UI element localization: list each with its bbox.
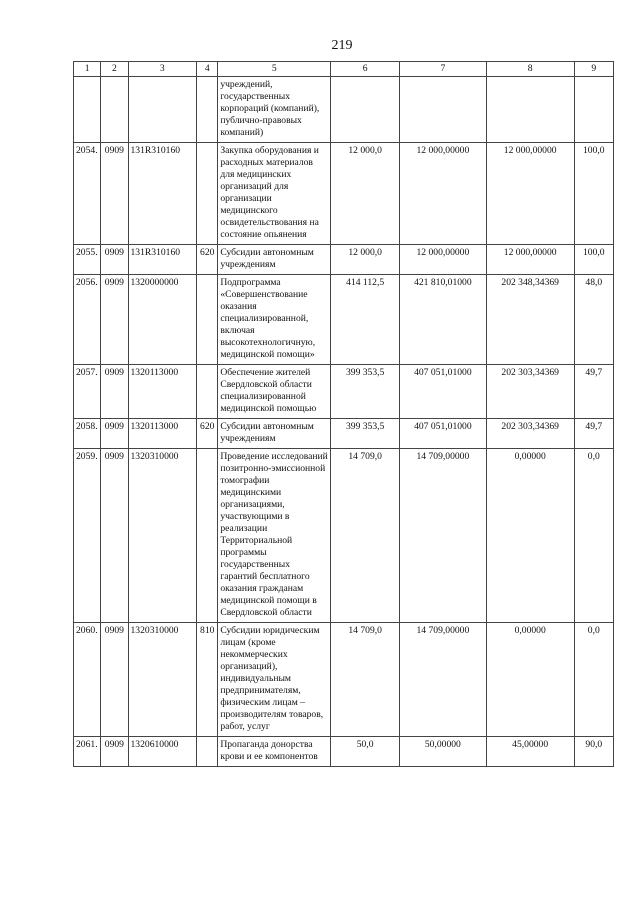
target-code: 131R310160 [128, 245, 197, 275]
table-row [74, 419, 614, 449]
table-row [74, 275, 614, 365]
table-row [74, 737, 614, 767]
column-number-header-row [74, 62, 614, 77]
value-col6: 12 000,0 [331, 143, 400, 245]
expense-type-code [197, 77, 218, 143]
column-header: 2 [101, 62, 128, 77]
table-row [74, 143, 614, 245]
percent-col9 [574, 77, 613, 143]
item-name: Субсидии юридическим лицам (кроме некоммерческих организаций), индивидуальным предпринимателям, физическим лицам – производителям товаров, работ, услуг [218, 623, 331, 737]
item-name: Закупка оборудования и расходных материалов для медицинских организаций для организации медицинского освидетельствования на состояние опьянения [218, 143, 331, 245]
target-code: 1320000000 [128, 275, 197, 365]
expense-type-code [197, 449, 218, 623]
target-code: 1320310000 [128, 449, 197, 623]
value-col6: 399 353,5 [331, 419, 400, 449]
column-header: 8 [486, 62, 574, 77]
section-code: 0909 [101, 623, 128, 737]
column-header: 7 [399, 62, 486, 77]
row-number: 2059. [74, 449, 101, 623]
value-col8: 0,00000 [486, 449, 574, 623]
value-col8 [486, 77, 574, 143]
value-col6: 14 709,0 [331, 449, 400, 623]
section-code: 0909 [101, 143, 128, 245]
row-number: 2054. [74, 143, 101, 245]
value-col6: 414 112,5 [331, 275, 400, 365]
section-code: 0909 [101, 449, 128, 623]
percent-col9: 100,0 [574, 143, 613, 245]
item-name: Субсидии автономным учреждениям [218, 245, 331, 275]
value-col6: 50,0 [331, 737, 400, 767]
value-col8: 202 348,34369 [486, 275, 574, 365]
value-col7 [399, 77, 486, 143]
value-col8: 12 000,00000 [486, 143, 574, 245]
row-number: 2055. [74, 245, 101, 275]
value-col6: 14 709,0 [331, 623, 400, 737]
section-code: 0909 [101, 275, 128, 365]
item-name: Подпрограмма «Совершенствование оказания специализированной, включая высокотехнологичную, медицинской помощи» [218, 275, 331, 365]
percent-col9: 49,7 [574, 365, 613, 419]
value-col8: 202 303,34369 [486, 419, 574, 449]
page-number: 219 [331, 38, 353, 53]
column-header: 4 [197, 62, 218, 77]
value-col6: 399 353,5 [331, 365, 400, 419]
table-row [74, 623, 614, 737]
value-col7: 12 000,00000 [399, 143, 486, 245]
value-col7: 421 810,01000 [399, 275, 486, 365]
column-header: 9 [574, 62, 613, 77]
value-col8: 0,00000 [486, 623, 574, 737]
value-col8: 202 303,34369 [486, 365, 574, 419]
item-name: Субсидии автономным учреждениям [218, 419, 331, 449]
target-code: 1320113000 [128, 419, 197, 449]
expense-type-code: 620 [197, 245, 218, 275]
percent-col9: 0,0 [574, 623, 613, 737]
table-row [74, 245, 614, 275]
row-number: 2061. [74, 737, 101, 767]
column-header: 5 [218, 62, 331, 77]
percent-col9: 90,0 [574, 737, 613, 767]
item-name: Пропаганда донорства крови и ее компонентов [218, 737, 331, 767]
value-col8: 45,00000 [486, 737, 574, 767]
percent-col9: 100,0 [574, 245, 613, 275]
value-col7: 407 051,01000 [399, 365, 486, 419]
value-col7: 14 709,00000 [399, 449, 486, 623]
table-row [74, 449, 614, 623]
table-row [74, 365, 614, 419]
value-col6 [331, 77, 400, 143]
target-code: 1320113000 [128, 365, 197, 419]
target-code: 1320310000 [128, 623, 197, 737]
section-code: 0909 [101, 245, 128, 275]
percent-col9: 0,0 [574, 449, 613, 623]
section-code: 0909 [101, 737, 128, 767]
section-code: 0909 [101, 365, 128, 419]
target-code: 131R310160 [128, 143, 197, 245]
item-name: учреждений, государственных корпораций (компаний), публично-правовых компаний) [218, 77, 331, 143]
column-header: 3 [128, 62, 197, 77]
expense-type-code [197, 275, 218, 365]
column-header: 1 [74, 62, 101, 77]
value-col8: 12 000,00000 [486, 245, 574, 275]
expense-type-code: 810 [197, 623, 218, 737]
expense-type-code [197, 143, 218, 245]
value-col6: 12 000,0 [331, 245, 400, 275]
target-code: 1320610000 [128, 737, 197, 767]
section-code [101, 77, 128, 143]
column-header: 6 [331, 62, 400, 77]
budget-table [73, 61, 614, 767]
row-number: 2058. [74, 419, 101, 449]
item-name: Обеспечение жителей Свердловской области специализированной медицинской помощью [218, 365, 331, 419]
percent-col9: 49,7 [574, 419, 613, 449]
row-number [74, 77, 101, 143]
row-number: 2060. [74, 623, 101, 737]
value-col7: 14 709,00000 [399, 623, 486, 737]
row-number: 2056. [74, 275, 101, 365]
target-code [128, 77, 197, 143]
table-body [74, 62, 614, 767]
expense-type-code [197, 737, 218, 767]
section-code: 0909 [101, 419, 128, 449]
value-col7: 12 000,00000 [399, 245, 486, 275]
expense-type-code: 620 [197, 419, 218, 449]
percent-col9: 48,0 [574, 275, 613, 365]
item-name: Проведение исследований позитронно-эмиссионной томографии медицинскими организациями, участвующими в реализации Территориальной программы государственных гарантий бесплатного оказания гражданам медицинской помощи в Свердловской области [218, 449, 331, 623]
row-number: 2057. [74, 365, 101, 419]
value-col7: 50,00000 [399, 737, 486, 767]
value-col7: 407 051,01000 [399, 419, 486, 449]
expense-type-code [197, 365, 218, 419]
table-row [74, 77, 614, 143]
